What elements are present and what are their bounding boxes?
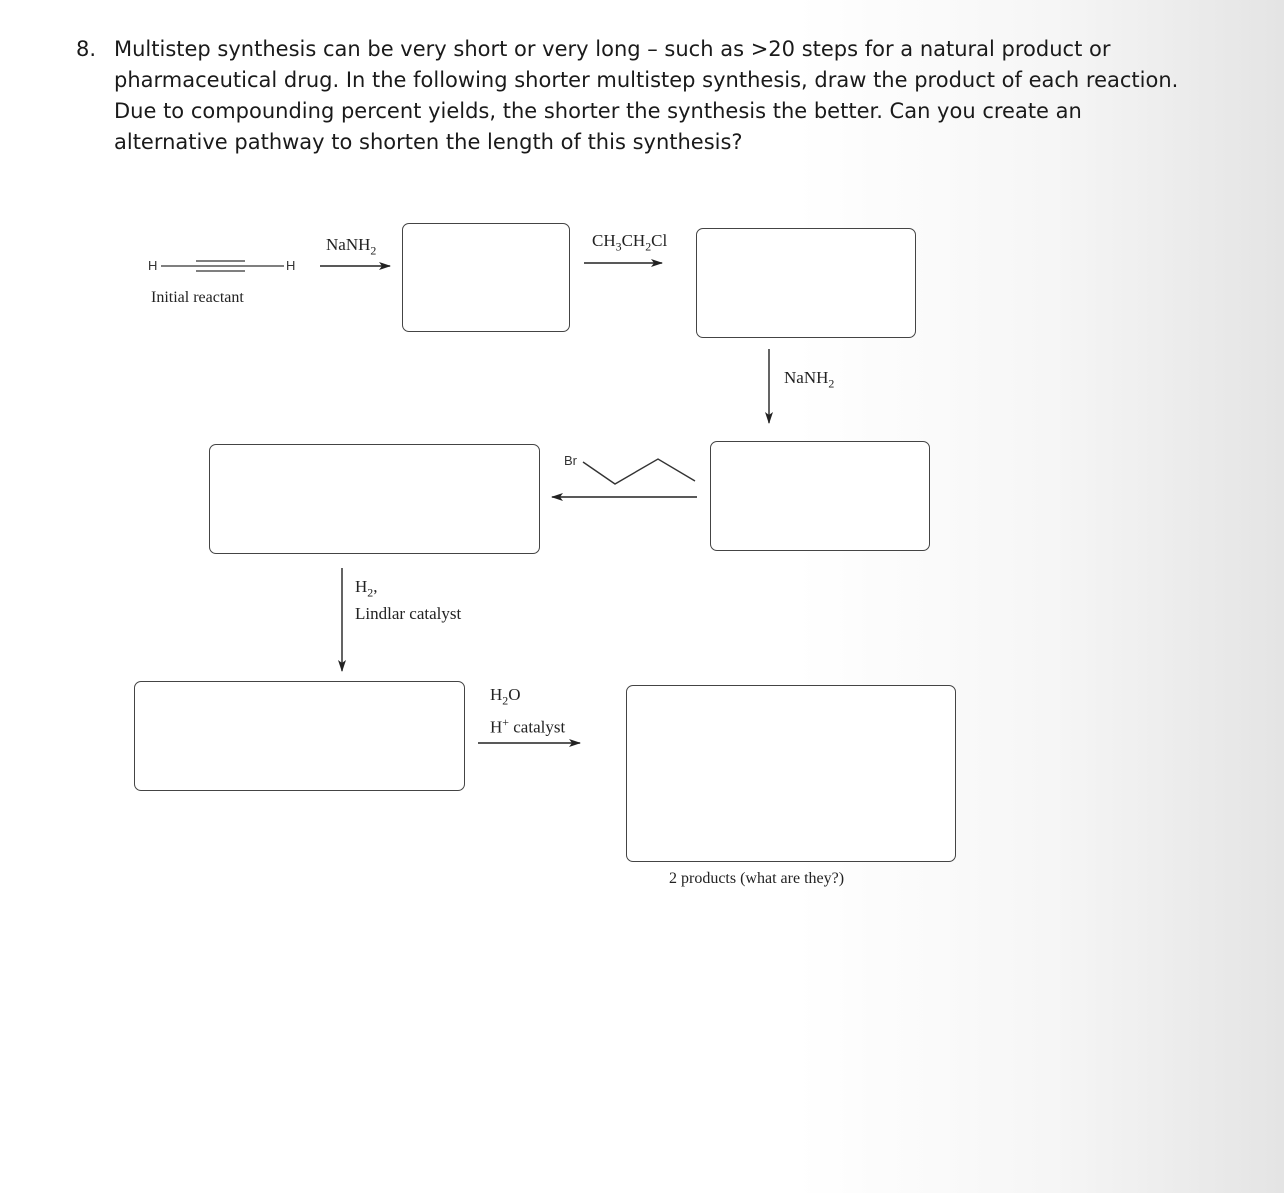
step5-reagent: $H_2$, Lindlar catalyst	[355, 577, 462, 624]
final-products-label: 2 products (what are they?)	[669, 870, 845, 887]
answer-box-step1[interactable]	[402, 223, 570, 332]
answer-box-final[interactable]	[626, 685, 956, 862]
step6-reagent: $H_2O$ H+ catalyst	[490, 685, 566, 738]
answer-box-step2[interactable]	[696, 228, 916, 338]
question-number: 8.	[76, 37, 97, 61]
start-atom-left: H	[148, 258, 158, 273]
step4-reagent-bromine: Br	[564, 453, 577, 468]
answer-box-step4[interactable]	[209, 444, 540, 554]
question-text: Multistep synthesis can be very short or very long – such as >20 steps for a natural product or pharmaceutical drug. In the following shorter multistep synthesis, draw the product of each reaction. Due to compounding percent yields, the shorter the synthesis the better. Can you create an alternative pathway to shorten the length of this synthesis?	[114, 37, 1179, 154]
step3-reagent: NaNH$_2$	[784, 368, 835, 391]
acetylene-structure	[161, 261, 284, 271]
step2-reagent: $CH_3CH_2Cl$	[592, 231, 668, 254]
initial-reactant-label: Initial reactant	[151, 289, 244, 306]
answer-box-step3[interactable]	[710, 441, 930, 551]
step1-reagent: NaNH$_2$	[326, 235, 377, 258]
answer-box-step5[interactable]	[134, 681, 465, 791]
bromopropane-structure	[583, 459, 695, 484]
start-atom-right: H	[286, 258, 296, 273]
